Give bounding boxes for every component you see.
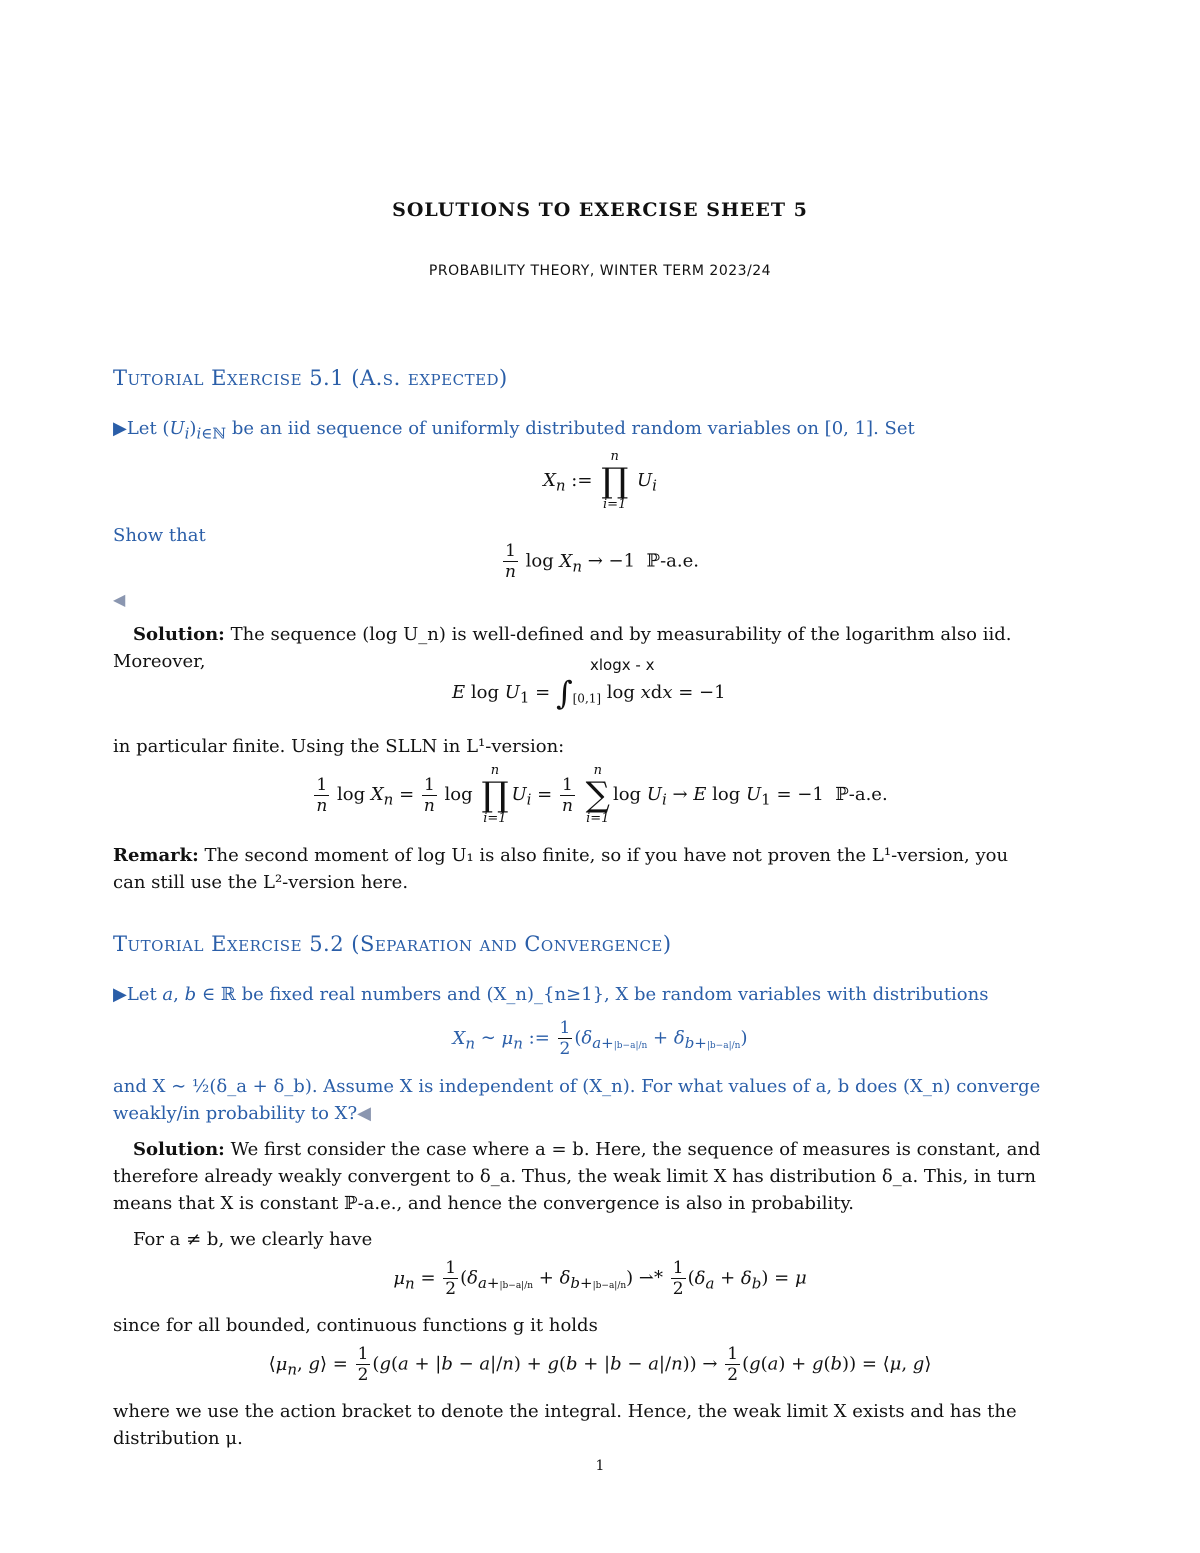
solution-5-2 bbox=[133, 1137, 1040, 1163]
solution-label: Solution: bbox=[133, 624, 225, 645]
solution-line-1: We first consider the case where a = b. Here, the sequence of measures is constant, and bbox=[230, 1139, 1041, 1160]
page-number: 1 bbox=[595, 1458, 605, 1474]
bounded-text: since for all bounded, continuous functions g it holds bbox=[113, 1315, 598, 1336]
exercise-5-1-intro: be an iid sequence of uniformly distributed random variables on [0, 1]. Set bbox=[226, 418, 915, 439]
exercise-5-2-statement: ▶Let a, b ∈ ℝ be fixed real numbers and (X_n)_{n≥1}, X be random variables with distributions bbox=[113, 984, 989, 1005]
end-marker-icon: ◀ bbox=[113, 590, 126, 609]
equation-slln: $\frac{1}{n}$ $\log X_n$ = $\frac{1}{n}$ log n ∏ i=1 $U_i$ = $\frac{1}{n}$ n ∑ i=1 $\log U_i \to E$ $\log U_1 = -1$ ℙ-a.e. bbox=[316, 763, 888, 826]
page-subtitle: PROBABILITY THEORY, WINTER TERM 2023/24 bbox=[428, 263, 772, 279]
equation-log-limit: $\frac{1}{n}$ $\log X_n \to -1$ ℙ-a.e. bbox=[505, 541, 699, 582]
equation-weak-convergence: $\mu_n$ = $\frac{1}{2}$ $(\delta_{a+|b-a|/n} + \delta_{b+|b-a|/n})$ ⇀* $\frac{1}{2}$ $(\delta_a + \delta_b) = \mu$ bbox=[393, 1258, 807, 1299]
equation-xn-product: $X_n$ := n ∏ i=1 $U_i$ bbox=[543, 449, 657, 512]
case-text: For a ≠ b, we clearly have bbox=[133, 1229, 373, 1250]
remark-text: The second moment of log U₁ is also finite, so if you have not proven the L¹-version, you bbox=[204, 845, 1009, 866]
bracket-line-2: distribution μ. bbox=[113, 1428, 243, 1449]
remark-text-2: can still use the L²-version here. bbox=[113, 872, 409, 893]
question-text: weakly/in probability to X? bbox=[113, 1103, 358, 1124]
exercise-5-1-heading: Tutorial Exercise 5.1 (A.s. expected) bbox=[113, 366, 508, 390]
question-line-1: and X ∼ ½(δ_a + δ_b). Assume X is independent of (X_n). For what values of a, b does (X_n) converge bbox=[113, 1076, 1041, 1097]
play-marker-icon: ▶ bbox=[113, 418, 127, 439]
equation-expectation: E $\log U_1 = \int_{[0,1]}$ log xdx = −1 bbox=[452, 674, 726, 712]
solution-text: The sequence (log U_n) is well-defined and by measurability of the logarithm also iid. bbox=[230, 624, 1012, 645]
exercise-5-2-heading: Tutorial Exercise 5.2 (Separation and Convergence) bbox=[113, 932, 672, 956]
equation-action-bracket: $⟨\mu_n$, g⟩ = $\frac{1}{2}$ (g(a + |b − a|/n) + g(b + |b − a|/n)) → $\frac{1}{2}$ (g(a) + g(b)) = ⟨μ, g⟩ bbox=[268, 1344, 932, 1385]
end-marker-icon: ◀ bbox=[357, 1103, 371, 1124]
solution-label: Solution: bbox=[133, 1139, 225, 1160]
page-title: SOLUTIONS TO EXERCISE SHEET 5 bbox=[392, 199, 808, 221]
solution-line-3: means that X is constant ℙ-a.e., and hence the convergence is also in probability. bbox=[113, 1193, 854, 1214]
slln-text: in particular finite. Using the SLLN in L¹-version: bbox=[113, 736, 565, 757]
solution-5-1 bbox=[133, 622, 1011, 648]
exercise-5-2-intro: be fixed real numbers and (X_n)_{n≥1}, X be random variables with distributions bbox=[241, 984, 989, 1005]
bracket-line-1: where we use the action bracket to denote the integral. Hence, the weak limit X exists and has the bbox=[113, 1401, 1017, 1422]
remark-5-1 bbox=[113, 843, 1008, 869]
solution-line-2: therefore already weakly convergent to δ_a. Thus, the weak limit X has distribution δ_a. This, in turn bbox=[113, 1166, 1037, 1187]
pae-label: ℙ-a.e. bbox=[646, 550, 699, 572]
play-marker-icon: ▶ bbox=[113, 984, 127, 1005]
question-line-2 bbox=[113, 1101, 371, 1127]
remark-label: Remark: bbox=[113, 845, 199, 866]
show-that-label: Show that bbox=[113, 525, 206, 546]
antiderivative-note: xlogx - x bbox=[590, 656, 655, 674]
moreover-text: Moreover, bbox=[113, 651, 206, 672]
equation-mu-n: $X_n$ ∼ $\mu_n$ := $\frac{1}{2}$ $(\delta_{a+|b-a|/n} + \delta_{b+|b-a|/n})$ bbox=[452, 1018, 748, 1059]
exercise-5-1-statement: ▶Let $(U_i)_{i\in ℕ}$ be an iid sequence of uniformly distributed random variables on [0, 1]. Set bbox=[113, 418, 915, 443]
